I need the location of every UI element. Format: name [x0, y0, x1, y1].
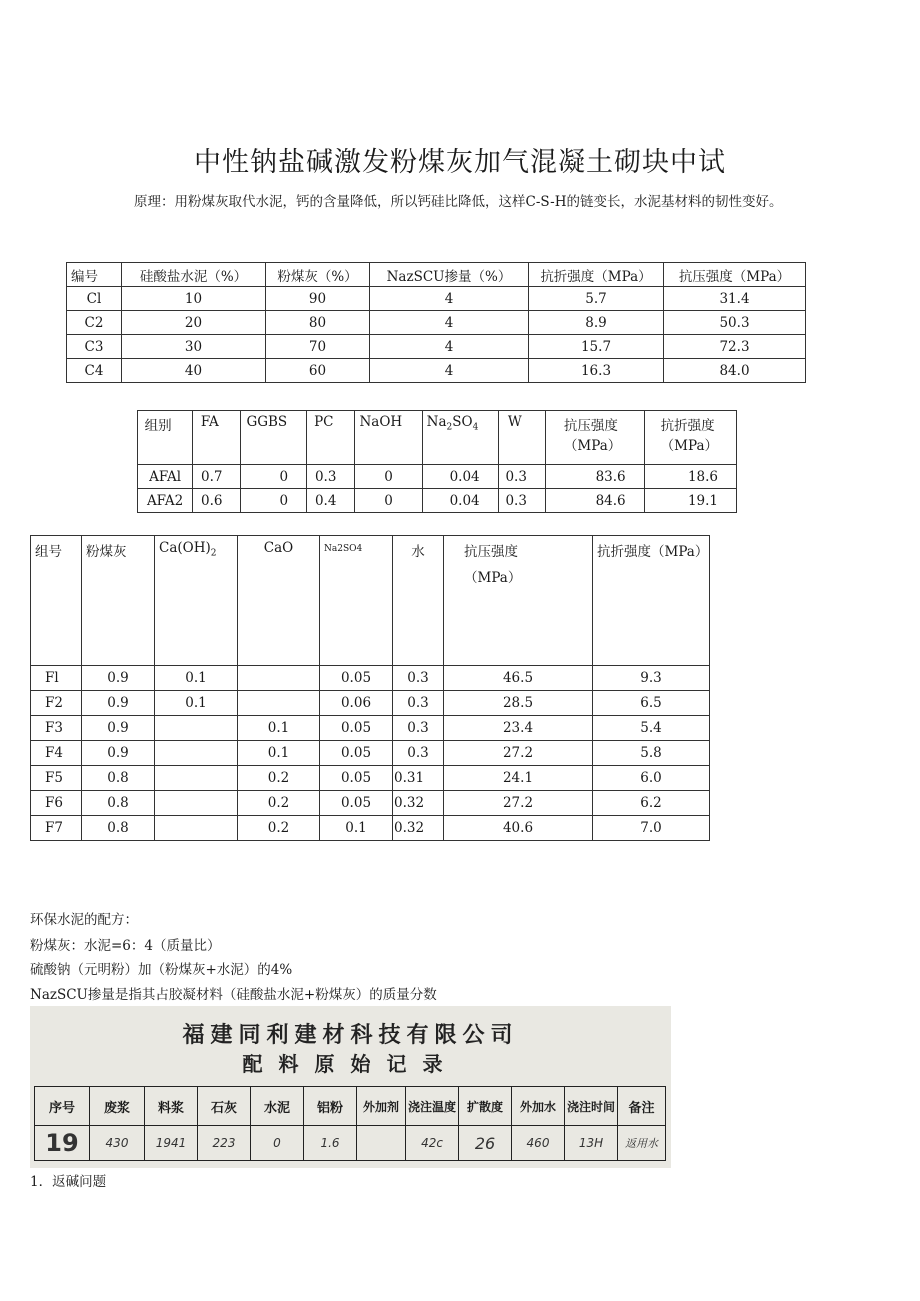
table-row — [31, 666, 710, 691]
header-cell: PC — [307, 411, 355, 465]
table-cell: 40.6 — [444, 816, 593, 841]
record-header-cell: 扩散度 — [459, 1087, 512, 1126]
principle-paragraph: 原理：用粉煤灰取代水泥，钙的含量降低，所以钙硅比降低，这样C-S-H的链变长，水泥基材料的韧性变好。 — [134, 194, 783, 210]
table-cell: 4 — [370, 335, 529, 359]
handwritten-cell: 13H — [565, 1126, 618, 1161]
handwritten-cell: 26 — [459, 1126, 512, 1161]
table-cell — [238, 691, 320, 716]
header-cell: 抗折强度（MPa） — [644, 411, 736, 465]
header-cell: 抗压强度（MPa） — [545, 411, 644, 465]
table-cell: 0 — [355, 489, 422, 513]
table-cell: 7.0 — [593, 816, 710, 841]
table-cement-flyash — [66, 262, 806, 383]
header-cell: 组号 — [31, 536, 82, 666]
table-cell: 0.4 — [307, 489, 355, 513]
record-header-row — [35, 1087, 666, 1126]
handwritten-cell: 460 — [512, 1126, 565, 1161]
record-header-cell: 料浆 — [145, 1087, 198, 1126]
note-line: 粉煤灰：水泥=6：4（质量比） — [30, 938, 221, 954]
table-cell: 28.5 — [444, 691, 593, 716]
record-header-cell: 序号 — [35, 1087, 90, 1126]
handwritten-cell: 返用水 — [618, 1126, 666, 1161]
page-title: 中性钠盐碱激发粉煤灰加气混凝土砌块中试 — [194, 147, 726, 179]
record-header-cell: 外加水 — [512, 1087, 565, 1126]
table-cell — [155, 766, 238, 791]
table-cell: 0.1 — [155, 691, 238, 716]
table-cell: 5.4 — [593, 716, 710, 741]
table-cell: 90 — [266, 287, 370, 311]
table-cell: 6.0 — [593, 766, 710, 791]
table-row — [31, 816, 710, 841]
table-cell: 5.7 — [529, 287, 664, 311]
table-cell: 24.1 — [444, 766, 593, 791]
table-cell: 60 — [266, 359, 370, 383]
note-line: 环保水泥的配方： — [30, 912, 138, 928]
table-cell: C2 — [67, 311, 122, 335]
table-cell — [155, 716, 238, 741]
table-cell: 0 — [241, 465, 307, 489]
handwritten-cell: 430 — [90, 1126, 145, 1161]
record-header-cell: 外加剂 — [357, 1087, 406, 1126]
table-cell: 0.05 — [320, 716, 393, 741]
record-handwritten-row — [35, 1126, 666, 1161]
table-cell: F7 — [31, 816, 82, 841]
table-cell: 50.3 — [664, 311, 806, 335]
table-row — [31, 741, 710, 766]
table-cell: 0.05 — [320, 741, 393, 766]
table-cell: 0.9 — [82, 691, 155, 716]
record-header-cell: 水泥 — [251, 1087, 304, 1126]
table-cell: 46.5 — [444, 666, 593, 691]
table-cell: F3 — [31, 716, 82, 741]
record-table — [34, 1086, 666, 1161]
table-cell: 80 — [266, 311, 370, 335]
header-cell: GGBS — [241, 411, 307, 465]
record-header-cell: 石灰 — [198, 1087, 251, 1126]
table-cell: 5.8 — [593, 741, 710, 766]
table-cell: 0.2 — [238, 766, 320, 791]
table-cell — [155, 741, 238, 766]
table-cell: 10 — [122, 287, 266, 311]
table-cell: 0.9 — [82, 666, 155, 691]
header-cell: CaO — [238, 536, 320, 666]
table-row — [31, 716, 710, 741]
record-header-cell: 备注 — [618, 1087, 666, 1126]
handwritten-cell: 1.6 — [304, 1126, 357, 1161]
table-row — [67, 287, 806, 311]
record-header-cell: 浇注时间 — [565, 1087, 618, 1126]
table-cell: 84.6 — [545, 489, 644, 513]
header-cell: 编号 — [67, 263, 122, 287]
header-cell-caoh2: $Ca(OH)_2$ — [155, 536, 238, 666]
table-cell: F2 — [31, 691, 82, 716]
table-row — [31, 691, 710, 716]
table-cell — [238, 666, 320, 691]
table-cell: 27.2 — [444, 791, 593, 816]
table-cell: 9.3 — [593, 666, 710, 691]
handwritten-cell: 19 — [35, 1126, 90, 1161]
table-row — [67, 311, 806, 335]
handwritten-cell: 0 — [251, 1126, 304, 1161]
header-cell: 硅酸盐水泥（%） — [122, 263, 266, 287]
header-cell: NazSCU掺量（%） — [370, 263, 529, 287]
record-header-cell: 废浆 — [90, 1087, 145, 1126]
record-header-cell: 铝粉 — [304, 1087, 357, 1126]
header-cell: NaOH — [355, 411, 422, 465]
table-cell — [155, 791, 238, 816]
table-cell: 0.3 — [393, 741, 444, 766]
table-cell: 0.9 — [82, 741, 155, 766]
table-cell: 0.32 — [393, 816, 444, 841]
table-cell: 31.4 — [664, 287, 806, 311]
note-line: NazSCU掺量是指其占胶凝材料（硅酸盐水泥+粉煤灰）的质量分数 — [30, 987, 437, 1003]
table-afa-mix — [137, 410, 737, 513]
table-row — [138, 489, 737, 513]
batching-record-photo — [30, 1006, 671, 1168]
table-cell: 0 — [241, 489, 307, 513]
table-cell: F4 — [31, 741, 82, 766]
table-cell: 18.6 — [644, 465, 736, 489]
table-cell: 0.3 — [393, 666, 444, 691]
table-cell: 0.31 — [393, 766, 444, 791]
table-cell: 0.06 — [320, 691, 393, 716]
table-cell: 4 — [370, 359, 529, 383]
table-cell: 4 — [370, 311, 529, 335]
table-cell: 0 — [355, 465, 422, 489]
table-cell: 0.3 — [498, 465, 545, 489]
header-cell: 抗压强度（MPa） — [664, 263, 806, 287]
table-cell: 0.32 — [393, 791, 444, 816]
table-cell: 83.6 — [545, 465, 644, 489]
table-cell: 0.2 — [238, 816, 320, 841]
table-cell: 0.1 — [238, 716, 320, 741]
table-cell: 0.3 — [498, 489, 545, 513]
table-row — [67, 359, 806, 383]
header-cell: 粉煤灰 — [82, 536, 155, 666]
table-cell: 27.2 — [444, 741, 593, 766]
table-cell: 0.6 — [193, 489, 241, 513]
table-cell: 0.3 — [393, 716, 444, 741]
table-cell: 0.8 — [82, 766, 155, 791]
table-cell: 23.4 — [444, 716, 593, 741]
header-cell: 粉煤灰（%） — [266, 263, 370, 287]
table-cell: 6.2 — [593, 791, 710, 816]
table-cell: 8.9 — [529, 311, 664, 335]
table-header-row — [31, 536, 710, 666]
table-cell: 0.8 — [82, 791, 155, 816]
table-cell: 0.2 — [238, 791, 320, 816]
handwritten-cell: 223 — [198, 1126, 251, 1161]
table-cell: 0.3 — [393, 691, 444, 716]
table-row — [67, 335, 806, 359]
table-header-row — [67, 263, 806, 287]
header-cell-compressive: 抗压强度 （MPa） — [444, 536, 593, 666]
table-cell: 0.1 — [238, 741, 320, 766]
record-title: 配料原始记录 — [242, 1052, 459, 1076]
table-cell: AFAl — [138, 465, 193, 489]
table-cell: 0.7 — [193, 465, 241, 489]
table-cell: 40 — [122, 359, 266, 383]
table-cell: 0.04 — [422, 465, 498, 489]
table-cell: 16.3 — [529, 359, 664, 383]
table-cell: 20 — [122, 311, 266, 335]
handwritten-cell: 42c — [406, 1126, 459, 1161]
table-cell: 6.5 — [593, 691, 710, 716]
note-line: 硫酸钠（元明粉）加（粉煤灰+水泥）的4% — [30, 962, 293, 978]
header-cell: W — [498, 411, 545, 465]
table-cell: 70 — [266, 335, 370, 359]
table-cell: 0.05 — [320, 791, 393, 816]
table-cell: Cl — [67, 287, 122, 311]
handwritten-cell — [357, 1126, 406, 1161]
company-name: 福建同利建材科技有限公司 — [182, 1022, 519, 1048]
header-cell: Na2SO4 — [320, 536, 393, 666]
table-cell: Fl — [31, 666, 82, 691]
table-cell: 0.04 — [422, 489, 498, 513]
header-cell: 抗折强度（MPa） — [593, 536, 710, 666]
table-header-row — [138, 411, 737, 465]
record-header-cell: 浇注温度 — [406, 1087, 459, 1126]
table-cell: 84.0 — [664, 359, 806, 383]
header-cell: 水 — [393, 536, 444, 666]
table-cell: C4 — [67, 359, 122, 383]
table-cell: 0.8 — [82, 816, 155, 841]
table-cell: C3 — [67, 335, 122, 359]
table-cell: 30 — [122, 335, 266, 359]
table-cell: AFA2 — [138, 489, 193, 513]
table-cell: 0.1 — [320, 816, 393, 841]
table-f-series — [30, 535, 710, 841]
header-cell: 抗折强度（MPa） — [529, 263, 664, 287]
table-cell: 0.05 — [320, 666, 393, 691]
table-cell: 72.3 — [664, 335, 806, 359]
handwritten-cell: 1941 — [145, 1126, 198, 1161]
table-cell: F5 — [31, 766, 82, 791]
table-cell: 0.9 — [82, 716, 155, 741]
table-cell — [155, 816, 238, 841]
table-cell: F6 — [31, 791, 82, 816]
table-row — [31, 766, 710, 791]
table-cell: 0.05 — [320, 766, 393, 791]
table-cell: 19.1 — [644, 489, 736, 513]
table-cell: 15.7 — [529, 335, 664, 359]
table-cell: 0.3 — [307, 465, 355, 489]
header-cell: 组别 — [138, 411, 193, 465]
section-heading: 1．返碱问题 — [30, 1174, 107, 1190]
header-cell-na2so4: $Na_2SO_4$ — [422, 411, 498, 465]
table-row — [31, 791, 710, 816]
table-cell: 0.1 — [155, 666, 238, 691]
table-cell: 4 — [370, 287, 529, 311]
header-cell: FA — [193, 411, 241, 465]
table-row — [138, 465, 737, 489]
